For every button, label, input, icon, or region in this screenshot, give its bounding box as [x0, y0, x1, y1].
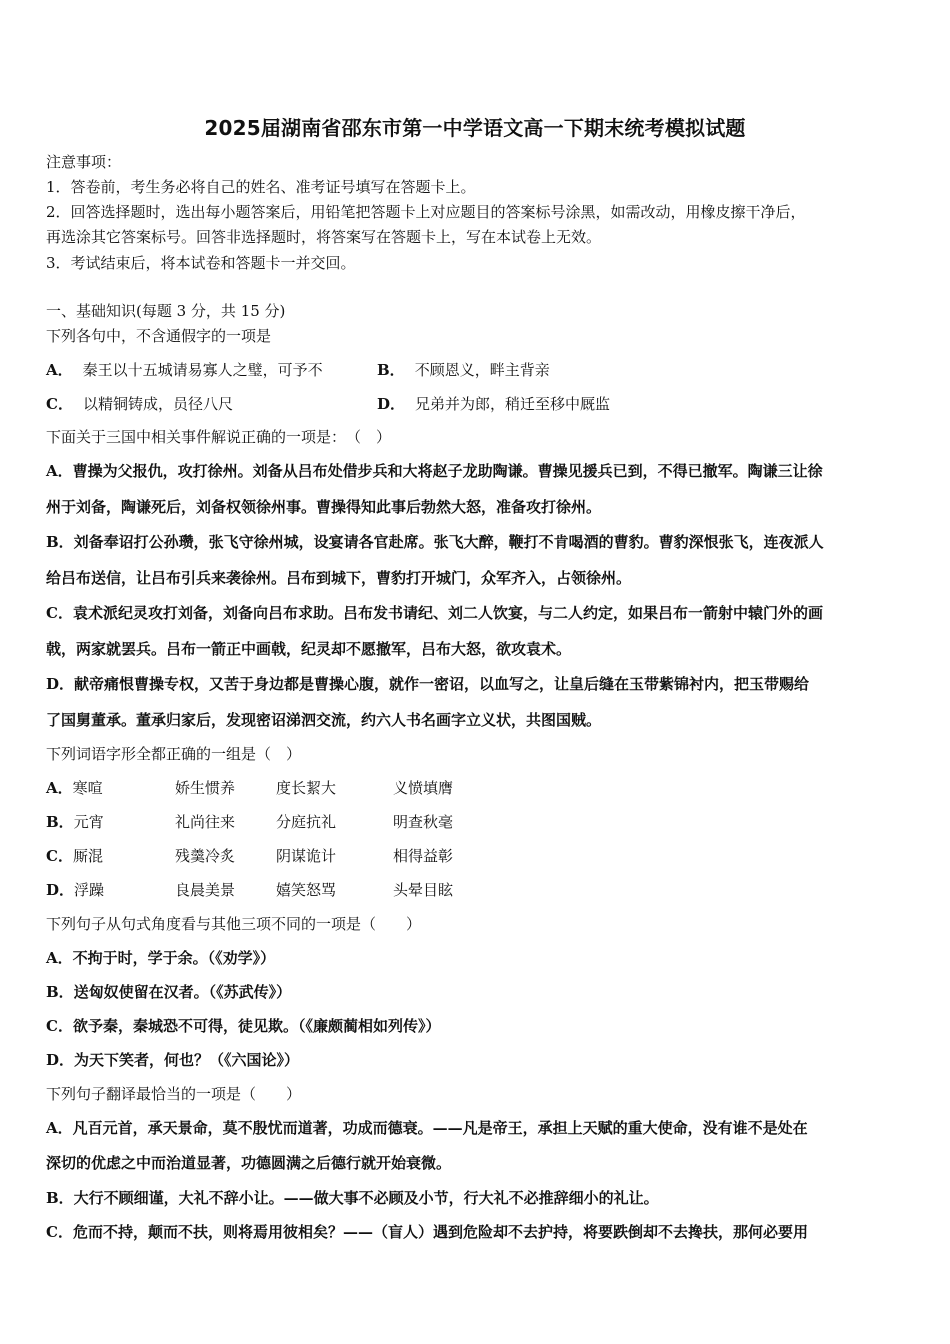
q4-option-b: B．送匈奴使留在汉者。（《苏武传》） [46, 983, 292, 1001]
q3-option-c [46, 846, 103, 866]
q2-option-d-line: D．献帝痛恨曹操专权，又苦于身边都是曹操心腹，就作一密诏，以血写之，让皇后缝在玉带紫锦衬内，把玉带赐给 [46, 675, 810, 693]
option-text: 不顾恩义，畔主背亲 [414, 361, 550, 379]
option-text: 秦王以十五城请易寡人之璧，可予不 [82, 361, 323, 379]
option-label: D． [46, 881, 75, 899]
option-word: 浮躁 [74, 881, 105, 899]
notice-heading: 注意事项： [46, 153, 122, 171]
option-label: C． [46, 847, 73, 865]
option-text: 以精铜铸成，员径八尺 [82, 395, 233, 413]
option-word: 嬉笑怒骂 [276, 881, 337, 899]
q3-option-b [46, 812, 104, 832]
q2-option-c-line: C．袁术派纪灵攻打刘备，刘备向吕布求助。吕布发书请纪、刘二人饮宴，与二人约定，如果吕布一箭射中辕门外的画 [46, 604, 823, 622]
q4-option-a: A．不拘于时，学于余。（《劝学》） [46, 949, 276, 967]
notice-item: 再选涂其它答案标号。回答非选择题时，将答案写在答题卡上，写在本试卷上无效。 [46, 228, 602, 246]
option-word: 元宵 [73, 813, 104, 831]
q2-option-a-line: A．曹操为父报仇，攻打徐州。刘备从吕布处借步兵和大将赵子龙助陶谦。曹操见援兵已到，不得已撤军。陶谦三让徐 [46, 462, 823, 480]
option-label: C． [46, 395, 73, 413]
option-word: 义愤填膺 [393, 779, 454, 797]
option-label: A． [46, 361, 73, 379]
q5-option-a-line: 深切的优虑之中而治道显著，功德圆满之后德行就开始衰微。 [46, 1154, 452, 1172]
section-heading: 一、基础知识(每题 3 分，共 15 分) [46, 302, 286, 320]
q2-option-d-line: 了国舅董承。董承归家后，发现密诏涕泗交流，约六人书名画字立义状，共图国贼。 [46, 711, 602, 729]
option-word: 头晕目眩 [393, 881, 454, 899]
option-word: 寒喧 [72, 779, 103, 797]
option-word: 度长絜大 [276, 779, 337, 797]
question-stem-1: 下列各句中，不含通假字的一项是 [46, 327, 272, 345]
option-label: B． [377, 361, 405, 379]
option-label: A． [46, 779, 73, 797]
question-stem-3: 下列词语字形全都正确的一组是（ ） [46, 745, 302, 763]
q1-option-a [46, 360, 323, 380]
q2-option-c-line: 戟，两家就罢兵。吕布一箭正中画戟，纪灵却不愿撤军，吕布大怒，欲攻袁术。 [46, 640, 572, 658]
question-stem-5: 下列句子翻译最恰当的一项是（ ） [46, 1085, 302, 1103]
option-text: 兄弟并为郎，稍迁至移中厩监 [415, 395, 611, 413]
option-label: B． [46, 813, 74, 831]
q1-option-c [46, 394, 233, 414]
question-stem-2: 下面关于三国中相关事件解说正确的一项是： （ ） [46, 428, 392, 446]
q1-option-d [377, 394, 610, 414]
q3-option-d [46, 880, 104, 900]
q4-option-c: C．欲予秦，秦城恐不可得，徒见欺。（《廉颇蔺相如列传》） [46, 1017, 441, 1035]
option-word: 分庭抗礼 [276, 813, 337, 831]
q5-option-b-line: B．大行不顾细谨，大礼不辞小让。——做大事不必顾及小节，行大礼不必推辞细小的礼让。 [46, 1189, 659, 1207]
notice-item: 2．回答选择题时，选出每小题答案后，用铅笔把答题卡上对应题目的答案标号涂黑，如需改动，用橡皮擦干净后， [46, 203, 806, 221]
q2-option-b-line: 给吕布送信，让吕布引兵来袭徐州。吕布到城下，曹豹打开城门，众军齐入，占领徐州。 [46, 569, 632, 587]
page-title: 2025届湖南省邵东市第一中学语文高一下期末统考模拟试题 [204, 116, 746, 140]
option-word: 良晨美景 [175, 881, 236, 899]
notice-item: 3．考试结束后，将本试卷和答题卡一并交回。 [46, 254, 356, 272]
option-word: 明查秋毫 [393, 813, 454, 831]
q4-option-d: D．为天下笑者，何也？（《六国论》） [46, 1051, 300, 1069]
q5-option-c-line: C．危而不持，颠而不扶，则将焉用彼相矣？——（盲人）遇到危险却不去护持，将要跌倒却不去搀扶，那何必要用 [46, 1223, 808, 1241]
option-word: 残羹冷炙 [175, 847, 236, 865]
q3-option-a [46, 778, 103, 798]
q2-option-b-line: B．刘备奉诏打公孙瓒，张飞守徐州城，设宴请各官赴席。张飞大醉，鞭打不肯喝酒的曹豹。曹豹深恨张飞，连夜派人 [46, 533, 824, 551]
option-word: 厮混 [72, 847, 103, 865]
option-word: 相得益彰 [393, 847, 454, 865]
option-word: 娇生惯养 [175, 779, 236, 797]
option-word: 阴谋诡计 [276, 847, 337, 865]
option-label: D． [377, 395, 406, 413]
q2-option-a-line: 州于刘备，陶谦死后，刘备权领徐州事。曹操得知此事后勃然大怒，准备攻打徐州。 [46, 498, 602, 516]
q1-option-b [377, 360, 550, 380]
notice-item: 1．答卷前，考生务必将自己的姓名、准考证号填写在答题卡上。 [46, 178, 476, 196]
q5-option-a-line: A．凡百元首，承天景命，莫不殷忧而道著，功成而德衰。——凡是帝王，承担上天赋的重大使命，没有谁不是处在 [46, 1119, 808, 1137]
option-word: 礼尚往来 [175, 813, 236, 831]
question-stem-4: 下列句子从句式角度看与其他三项不同的一项是（ ） [46, 915, 422, 933]
